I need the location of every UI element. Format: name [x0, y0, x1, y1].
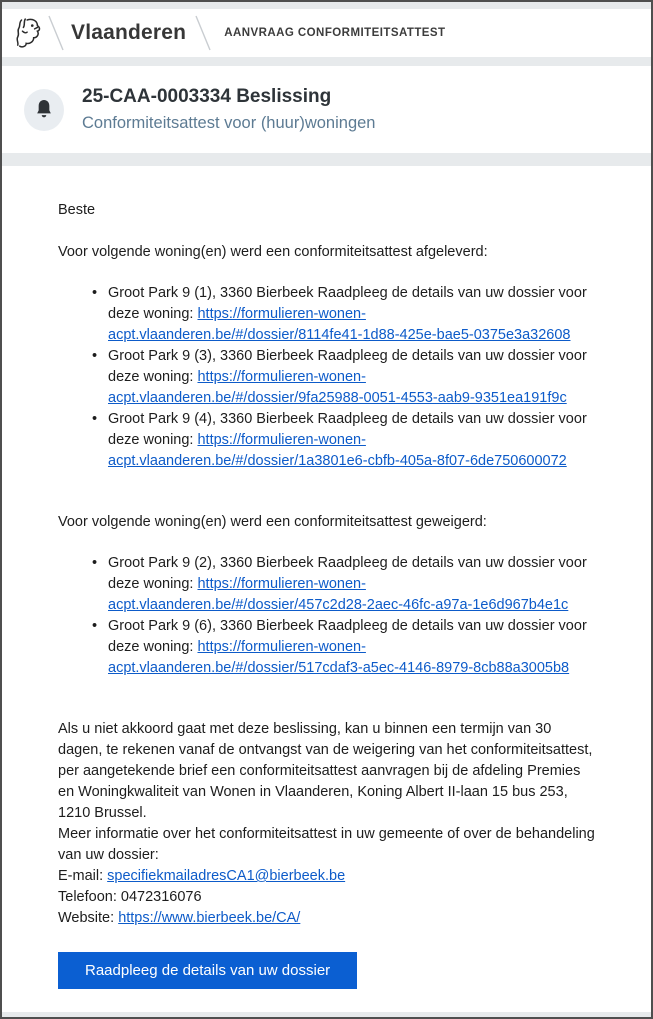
- dossier-link[interactable]: https://formulieren-wonen-acpt.vlaanderen.be/#/dossier/517cdaf3-a5ec-4146-8979-8cb88a3005b8: [108, 639, 570, 676]
- list-item: [58, 346, 595, 409]
- slash-divider-icon: [45, 13, 67, 53]
- greeting-text: Beste: [58, 202, 96, 218]
- dwelling-text: Groot Park 9 (3), 3360 Bierbeek Raadpleeg de details van uw dossier voor deze woning:: [108, 348, 587, 385]
- slash-divider-icon: [192, 13, 214, 53]
- dossier-subtitle: Conformiteitsattest voor (huur)woningen: [82, 114, 376, 132]
- appeal-text: Als u niet akkoord gaat met deze beslissing, kan u binnen een termijn van 30 dagen, te rekenen vanaf de ontvangst van de weigering van het conformiteitsattest, per aangetekende brief een conformiteitsattest aanvragen bij de afdeling Premies en Woningkwaliteit van Wonen in Vlaanderen, Koning Albert II-laan 15 bus 253, 1210 Brussel.: [58, 721, 593, 821]
- dossier-link[interactable]: https://formulieren-wonen-acpt.vlaanderen.be/#/dossier/1a3801e6-cbfb-405a-8f07-6de750600072: [108, 432, 567, 469]
- dossier-link[interactable]: https://formulieren-wonen-acpt.vlaanderen.be/#/dossier/9fa25988-0051-4553-aab9-9351ea191f9c: [108, 369, 567, 406]
- website-label: Website:: [58, 910, 119, 926]
- email-link[interactable]: specifiekmailadresCA1@bierbeek.be: [107, 868, 346, 884]
- delivered-list: [58, 283, 595, 472]
- dwelling-text: Groot Park 9 (2), 3360 Bierbeek Raadpleeg de details van uw dossier voor deze woning:: [108, 555, 587, 592]
- dossier-link[interactable]: https://formulieren-wonen-acpt.vlaanderen.be/#/dossier/8114fe41-1d88-425e-bae5-0375e3a32608: [108, 306, 571, 343]
- email-body: [2, 200, 651, 989]
- vlaanderen-lion-icon: [15, 16, 43, 52]
- list-item: [58, 283, 595, 346]
- list-item: [58, 553, 595, 616]
- notice-card: [2, 66, 651, 153]
- phone-label: Telefoon:: [58, 889, 121, 905]
- dwelling-text: Groot Park 9 (1), 3360 Bierbeek Raadpleeg de details van uw dossier voor deze woning:: [108, 285, 587, 322]
- top-divider: [2, 2, 651, 9]
- bell-icon: [24, 89, 64, 131]
- header-divider: [2, 57, 651, 66]
- brand-name: Vlaanderen: [71, 21, 187, 44]
- website-link[interactable]: https://www.bierbeek.be/CA/: [118, 910, 301, 926]
- delivered-intro: Voor volgende woning(en) werd een conformiteitsattest afgeleverd:: [58, 244, 488, 260]
- dwelling-text: Groot Park 9 (6), 3360 Bierbeek Raadpleeg de details van uw dossier voor deze woning:: [108, 618, 587, 655]
- phone-number: 0472316076: [120, 889, 202, 905]
- notice-divider: [2, 153, 651, 166]
- more-info-text: Meer informatie over het conformiteitsattest in uw gemeente of over de behandeling van uw dossier:: [58, 826, 595, 863]
- list-item: [58, 616, 595, 679]
- dossier-title: 25-CAA-0003334 Beslissing: [82, 86, 332, 107]
- brand-header: [2, 9, 651, 57]
- refused-intro: Voor volgende woning(en) werd een conformiteitsattest geweigerd:: [58, 514, 487, 530]
- list-item: [58, 409, 595, 472]
- contact-website-line: [58, 908, 595, 929]
- email-label: E-mail:: [58, 868, 108, 884]
- bottom-divider: [2, 1012, 651, 1017]
- notice-text: [82, 86, 375, 133]
- dwelling-text: Groot Park 9 (4), 3360 Bierbeek Raadpleeg de details van uw dossier voor deze woning:: [108, 411, 587, 448]
- header-tagline: AANVRAAG CONFORMITEITSATTEST: [224, 27, 446, 39]
- refused-list: [58, 553, 595, 679]
- contact-email-line: [58, 866, 595, 887]
- cta-button[interactable]: Raadpleeg de details van uw dossier: [58, 952, 357, 989]
- contact-phone-line: [58, 887, 595, 908]
- dossier-link[interactable]: https://formulieren-wonen-acpt.vlaanderen.be/#/dossier/457c2d28-2aec-46fc-a97a-1e6d967b4e1c: [108, 576, 569, 613]
